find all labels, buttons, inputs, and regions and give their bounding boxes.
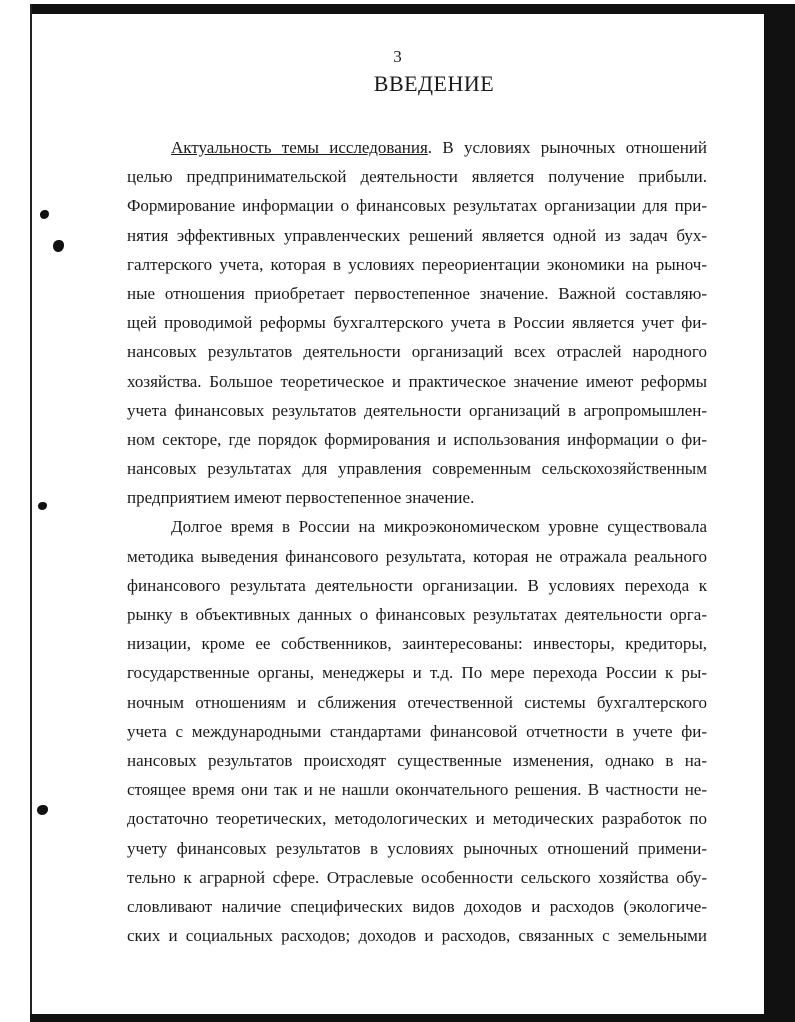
text-line: хозяйства. Большое теоретическое и практическое значение имеют реформы [127,371,707,391]
text-line: словливают наличие специфических видов доходов и расходов (экологиче- [127,896,707,916]
text-line: предприятием имеют первостепенное значение. [127,488,475,508]
text-line: нансовых результатов происходят существенные изменения, однако в на- [127,750,707,770]
scan-border-right [764,4,795,1022]
scan-speck [37,805,48,815]
text-line: нансовых результатов деятельности организаций всех отраслей народного [127,342,707,362]
text-line: нятия эффективных управленческих решений является одной из задач бух- [127,225,707,245]
page-title: ВВЕДЕНИЕ [373,71,495,96]
scan-border-left [30,4,32,1022]
scan-border-bottom [30,1014,795,1022]
scan-speck [38,502,47,510]
text-line: Долгое время в России на микроэкономическом уровне существовала [171,517,707,537]
text-line: методика выведения финансового результата, которая не отражала реального [127,546,707,566]
text-line: низации, кроме ее собственников, заинтересованы: инвесторы, кредиторы, [127,634,707,654]
text-line: учету финансовых результатов в условиях рыночных отношений примени- [127,838,707,858]
scan-border-top [30,4,795,14]
body-text [127,133,707,950]
topic-heading: Актуальность темы исследования [171,138,428,157]
scan-speck [53,240,64,252]
text-line: Актуальность темы исследования. В условиях рыночных отношений [171,138,707,157]
text-line: тельно к аграрной сфере. Отраслевые особенности сельского хозяйства обу- [127,867,707,887]
text-line: Формирование информации о финансовых результатах организации для при- [127,196,707,216]
text-line: финансового результата деятельности организации. В условиях перехода к [127,575,707,595]
text-line: стоящее время они так и не нашли окончательного решения. В частности не- [127,780,707,800]
text-line: щей проводимой реформы бухгалтерского учета в России является учет фи- [127,313,707,333]
text-line: ских и социальных расходов; доходов и расходов, связанных с земельными [127,926,707,946]
page-number: 3 [393,47,402,66]
text-line: галтерского учета, которая в условиях переориентации экономики на рыноч- [127,254,707,274]
text-line: нансовых результатах для управления современным сельскохозяйственным [127,459,707,479]
text-line: ные отношения приобретает первостепенное значение. Важной составляю- [127,283,707,303]
text-line: учета финансовых результатов деятельности организаций в агропромышлен- [127,400,707,420]
text-line: ночным отношениям и сближения отечественной системы бухгалтерского [127,692,707,712]
text-line: рынку в объективных данных о финансовых результатах деятельности орга- [127,605,707,624]
text-line: целью предпринимательской деятельности является получение прибыли. [127,167,707,187]
text-line: ном секторе, где порядок формирования и использования информации о фи- [127,429,707,449]
text-line: государственные органы, менеджеры и т.д. По мере перехода России к ры- [127,663,707,683]
text-line: достаточно теоретических, методологических и методических разработок по [127,809,707,829]
text-line: учета с международными стандартами финансовой отчетности в учете фи- [127,721,707,741]
scan-speck [40,210,49,219]
